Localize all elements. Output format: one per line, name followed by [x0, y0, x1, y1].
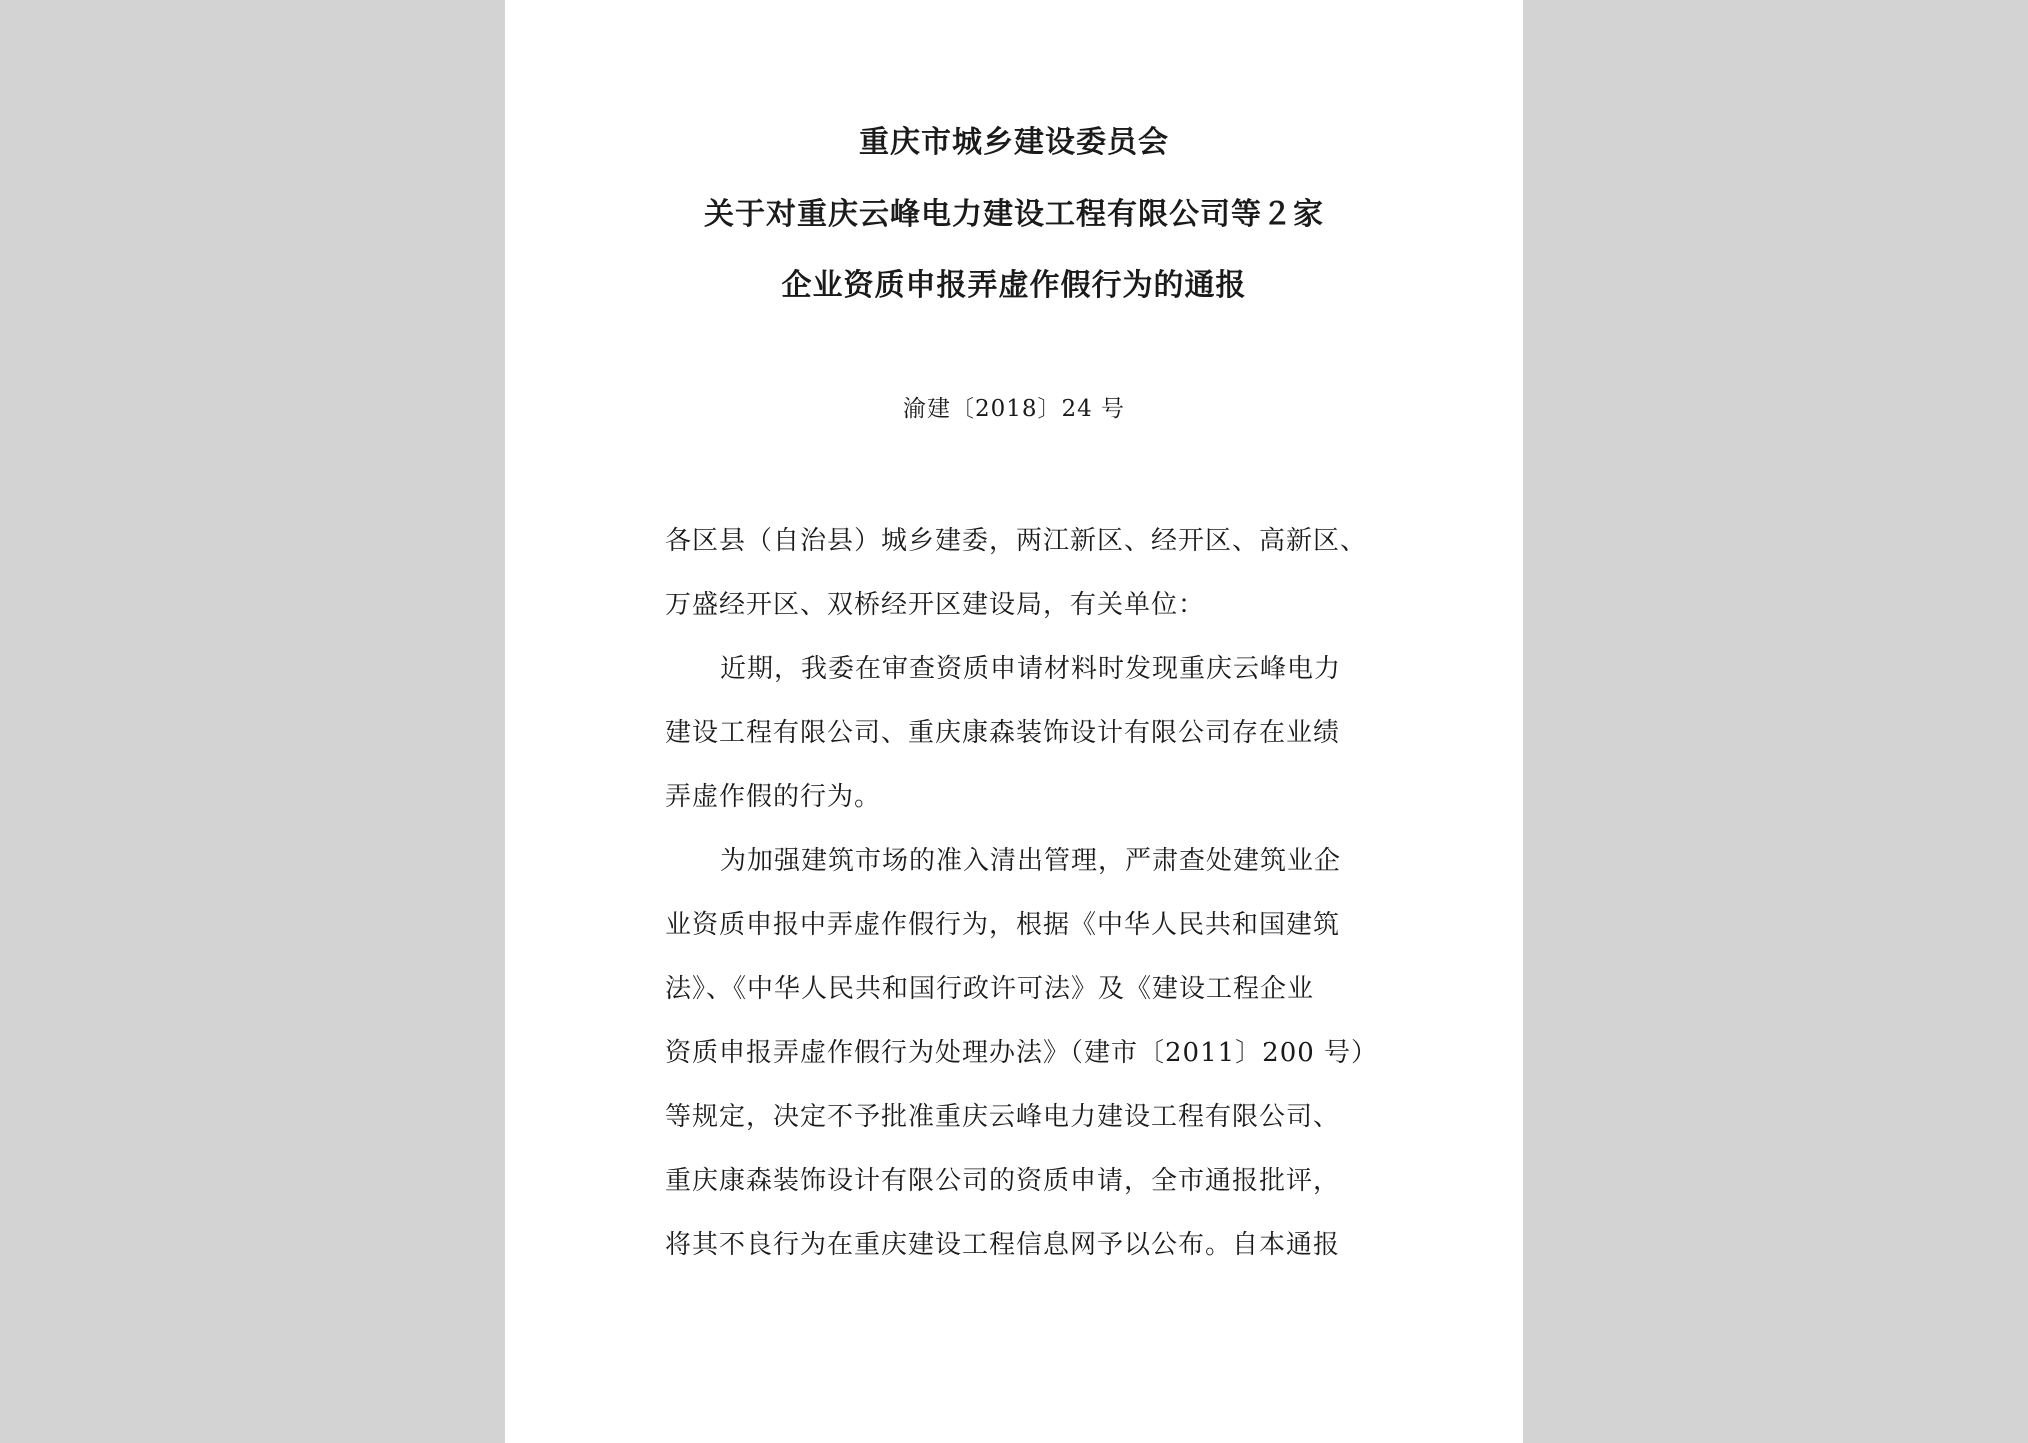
paragraph-line: 等规定，决定不予批准重庆云峰电力建设工程有限公司、	[665, 1102, 1341, 1132]
paragraph-line: 法》、《中华人民共和国行政许可法》及《建设工程企业	[665, 974, 1315, 1004]
title-line-1: 重庆市城乡建设委员会	[859, 125, 1169, 160]
paragraph-line: 将其不良行为在重庆建设工程信息网予以公布。自本通报	[665, 1230, 1341, 1260]
addressee-line-1: 各区县（自治县）城乡建委，两江新区、经开区、高新区、	[665, 526, 1368, 556]
paragraph-line: 资质申报弄虚作假行为处理办法》（建市〔2011〕200 号）	[665, 1038, 1379, 1068]
document-page	[505, 0, 1523, 1443]
title-line-3: 企业资质申报弄虚作假行为的通报	[781, 268, 1247, 303]
paragraph-line: 弄虚作假的行为。	[665, 782, 882, 812]
addressee-line-2: 万盛经开区、双桥经开区建设局，有关单位：	[665, 590, 1206, 620]
title-line-2: 关于对重庆云峰电力建设工程有限公司等２家	[704, 197, 1324, 232]
paragraph-line: 建设工程有限公司、重庆康森装饰设计有限公司存在业绩	[665, 718, 1341, 748]
paragraph-line: 业资质申报中弄虚作假行为，根据《中华人民共和国建筑	[665, 910, 1341, 940]
paragraph-line: 为加强建筑市场的准入清出管理，严肃查处建筑业企	[720, 846, 1342, 876]
paragraph-line: 重庆康森装饰设计有限公司的资质申请，全市通报批评，	[665, 1166, 1341, 1196]
paragraph-line: 近期，我委在审查资质申请材料时发现重庆云峰电力	[720, 654, 1342, 684]
document-number: 渝建〔2018〕24 号	[902, 396, 1126, 422]
